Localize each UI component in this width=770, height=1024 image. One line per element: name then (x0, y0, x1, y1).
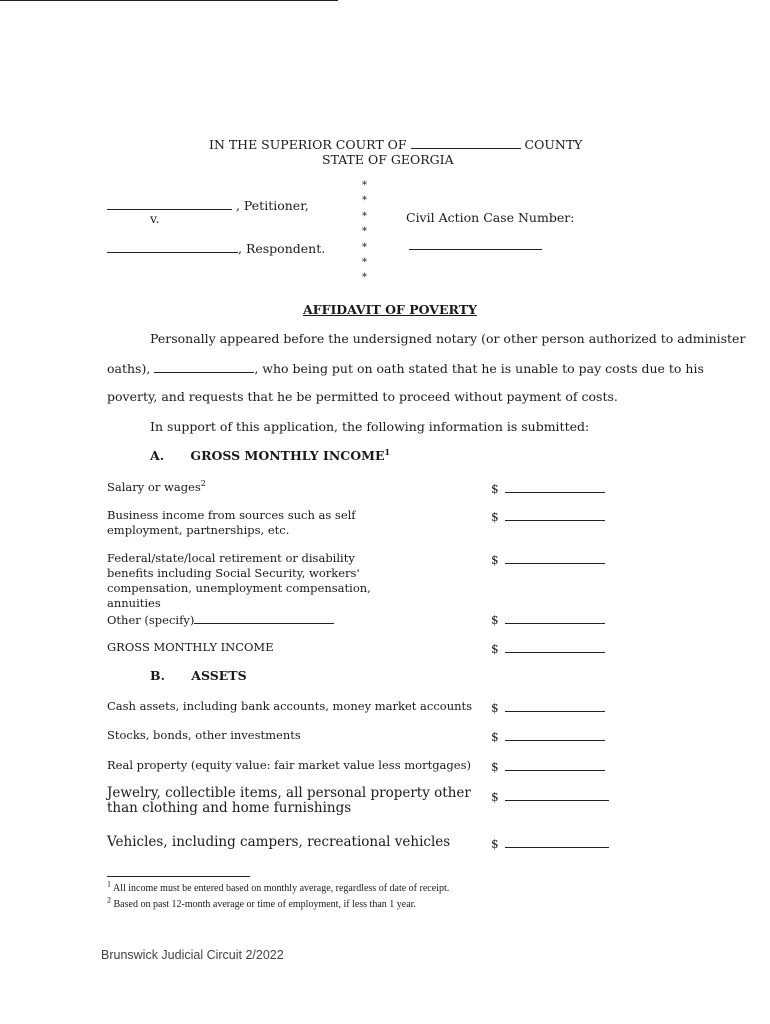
section-a-letter: A. (150, 448, 165, 463)
affiant-name-blank[interactable] (154, 360, 254, 373)
footnote-1 (107, 879, 450, 894)
amount-blank[interactable] (505, 835, 609, 848)
asset-label-jewelry: Jewelry, collectible items, all personal property other than clothing and home furnishings (107, 785, 471, 816)
salary-amount[interactable] (491, 480, 605, 496)
footnote-1-text: All income must be entered based on monthly average, regardless of date of receipt. (112, 883, 450, 894)
stocks-amount[interactable] (491, 728, 605, 744)
cash-amount[interactable] (491, 699, 605, 715)
benefits-amount[interactable] (491, 551, 605, 567)
amount-blank[interactable] (505, 640, 605, 653)
dollar-sign: $ (491, 790, 499, 804)
body-para1-line2 (107, 360, 704, 376)
amount-blank[interactable] (505, 728, 605, 741)
asset-label-real-property: Real property (equity value: fair market value less mortgages) (107, 758, 471, 772)
jewelry-amount[interactable] (491, 788, 609, 804)
scan-artifact-line (0, 0, 338, 1)
affidavit-title: AFFIDAVIT OF POVERTY (303, 302, 477, 317)
section-b-letter: B. (150, 668, 165, 683)
footnote-2 (107, 895, 416, 910)
oaths-label: oaths), (107, 361, 151, 376)
amount-blank[interactable] (505, 480, 605, 493)
other-text: Other (specify) (107, 613, 195, 627)
petitioner-label: , Petitioner, (235, 198, 309, 213)
section-a-heading (150, 448, 390, 463)
body-para1-line1: Personally appeared before the undersigned notary (or other person authorized to administer (150, 331, 746, 346)
respondent-blank[interactable] (107, 240, 238, 253)
state-heading: STATE OF GEORGIA (322, 152, 454, 167)
county-blank[interactable] (411, 136, 521, 149)
versus-label: v. (150, 211, 160, 226)
footnote-1-number: 1 (107, 879, 111, 889)
dollar-sign: $ (491, 701, 499, 715)
respondent-label: , Respondent. (238, 241, 326, 256)
asset-label-stocks: Stocks, bonds, other investments (107, 728, 301, 742)
asset-label-vehicles: Vehicles, including campers, recreational vehicles (107, 834, 451, 850)
page-footer: Brunswick Judicial Circuit 2/2022 (101, 948, 284, 962)
dollar-sign: $ (491, 760, 499, 774)
amount-blank[interactable] (505, 611, 605, 624)
footnote-separator (107, 876, 250, 877)
other-specify-blank[interactable] (194, 611, 334, 624)
amount-blank[interactable] (505, 699, 605, 712)
amount-blank[interactable] (505, 551, 605, 564)
gross-total-amount[interactable] (491, 640, 605, 656)
income-label-other (107, 611, 334, 627)
court-heading-left: IN THE SUPERIOR COURT OF (209, 137, 407, 152)
dollar-sign: $ (491, 482, 499, 496)
section-b-heading (150, 668, 247, 683)
oath-statement: , who being put on oath stated that he is unable to pay costs due to his (254, 361, 704, 376)
petitioner-blank[interactable] (107, 197, 232, 210)
dollar-sign: $ (491, 642, 499, 656)
vehicles-amount[interactable] (491, 835, 609, 851)
section-b-title: ASSETS (191, 668, 247, 683)
body-para1-line3: poverty, and requests that he be permitted to proceed without payment of costs. (107, 389, 618, 404)
footnote-ref-2: 2 (200, 479, 206, 489)
case-number-label: Civil Action Case Number: (406, 210, 575, 225)
court-heading-right: COUNTY (524, 137, 583, 152)
business-amount[interactable] (491, 508, 605, 524)
income-label-salary (107, 480, 206, 494)
body-para2: In support of this application, the following information is submitted: (150, 419, 590, 434)
dollar-sign: $ (491, 730, 499, 744)
section-a-title: GROSS MONTHLY INCOME (190, 448, 385, 463)
case-number-blank[interactable] (409, 248, 542, 250)
caption-asterisks: * * * * * * * (362, 180, 367, 284)
petitioner-line (107, 197, 309, 213)
dollar-sign: $ (491, 837, 499, 851)
income-label-gross-total: GROSS MONTHLY INCOME (107, 640, 274, 654)
footnote-ref-1: 1 (384, 446, 391, 457)
footnote-2-number: 2 (107, 895, 111, 905)
dollar-sign: $ (491, 613, 499, 627)
respondent-line (107, 240, 325, 256)
court-heading (209, 136, 582, 152)
dollar-sign: $ (491, 553, 499, 567)
amount-blank[interactable] (505, 788, 609, 801)
amount-blank[interactable] (505, 758, 605, 771)
income-label-business: Business income from sources such as self employment, partnerships, etc. (107, 508, 356, 537)
amount-blank[interactable] (505, 508, 605, 521)
real-property-amount[interactable] (491, 758, 605, 774)
footnote-2-text: Based on past 12-month average or time of employment, if less than 1 year. (113, 899, 416, 910)
asset-label-cash: Cash assets, including bank accounts, money market accounts (107, 699, 473, 713)
salary-text: Salary or wages (107, 480, 201, 494)
income-label-benefits: Federal/state/local retirement or disability benefits including Social Security, workers' compensation, unemployment compensation, annuities (107, 551, 371, 610)
other-amount[interactable] (491, 611, 605, 627)
dollar-sign: $ (491, 510, 499, 524)
